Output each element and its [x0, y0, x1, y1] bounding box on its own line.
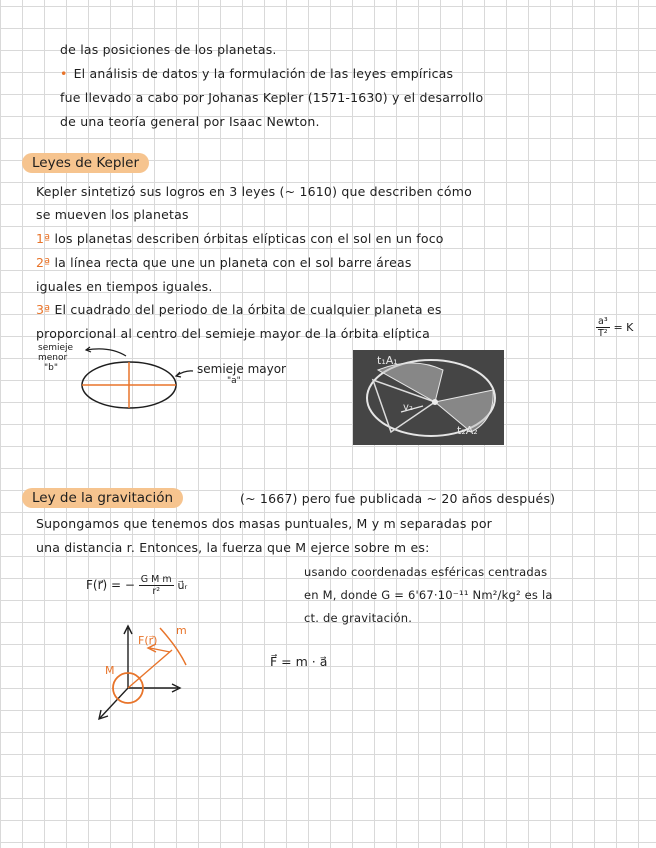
- kepler-line-1: Kepler sintetizó sus logros en 3 leyes (~ 1610) que describen cómo: [36, 184, 472, 199]
- force-unit-vector: u⃗ᵣ: [177, 579, 188, 592]
- law-3-number: 3ª: [36, 302, 51, 317]
- kepler-line-2: se mueven los planetas: [36, 207, 189, 222]
- gravity-line-2: una distancia r. Entonces, la fuerza que M ejerce sobre m es:: [36, 540, 430, 555]
- gravity-heading: Ley de la gravitación: [22, 488, 183, 508]
- intro-line-1: de las posiciones de los planetas.: [60, 42, 277, 57]
- intro-line-2-text: El análisis de datos y la formulación de las leyes empíricas: [73, 66, 454, 81]
- law-3-text: El cuadrado del periodo de la órbita de cualquier planeta es: [54, 302, 442, 317]
- force-lhs: F(r⃗) = −: [86, 578, 135, 592]
- minor-label-2: menor: [38, 353, 68, 363]
- diagram-M-label: M: [105, 664, 115, 677]
- k-equals: = K: [613, 321, 634, 334]
- law-1-number: 1ª: [36, 231, 51, 246]
- bullet-icon: •: [60, 66, 68, 81]
- major-label-1: semieje mayor: [197, 362, 286, 376]
- minor-label-1: semieje: [38, 343, 74, 353]
- intro-line-4: de una teoría general por Isaac Newton.: [60, 114, 320, 129]
- law-2-text: la línea recta que une un planeta con el sol barre áreas: [54, 255, 412, 270]
- major-label-2: "a": [227, 376, 241, 386]
- gravity-heading-tail: (~ 1667) pero fue publicada ~ 20 años después): [240, 491, 556, 506]
- kepler-heading: Leyes de Kepler: [22, 153, 149, 173]
- gravity-note-2: en M, donde G = 6'67·10⁻¹¹ Nm²/kg² es la: [304, 588, 553, 602]
- law-2-number: 2ª: [36, 255, 51, 270]
- k-numerator: a³: [598, 316, 608, 327]
- gravity-note-1: usando coordenadas esféricas centradas: [304, 565, 548, 579]
- photo-label-t1a1: t₁A₁: [377, 354, 398, 367]
- kepler-law-3b: proporcional al centro del semieje mayor de la órbita elíptica: [36, 326, 430, 341]
- diagram-force-label: F(r⃗): [138, 634, 158, 647]
- kepler-law-2b: iguales en tiempos iguales.: [36, 279, 213, 294]
- intro-line-3: fue llevado a cabo por Johanas Kepler (1571-1630) y el desarrollo: [60, 90, 484, 105]
- law-1-text: los planetas describen órbitas elípticas con el sol en un foco: [54, 231, 444, 246]
- force-numerator: G M m: [140, 574, 172, 585]
- photo-label-t2a2: t₂A₂: [457, 424, 478, 437]
- gravity-line-1: Supongamos que tenemos dos masas puntuales, M y m separadas por: [36, 516, 493, 531]
- gravity-note-3: ct. de gravitación.: [304, 611, 413, 625]
- force-denominator: r²: [152, 586, 161, 597]
- newton-second-law: F⃗ = m · a⃗: [270, 654, 328, 669]
- minor-label-3: "b": [44, 363, 58, 373]
- k-denominator: T²: [598, 328, 608, 339]
- photo-label-v2: v₂: [403, 402, 413, 413]
- diagram-m-label: m: [176, 624, 187, 637]
